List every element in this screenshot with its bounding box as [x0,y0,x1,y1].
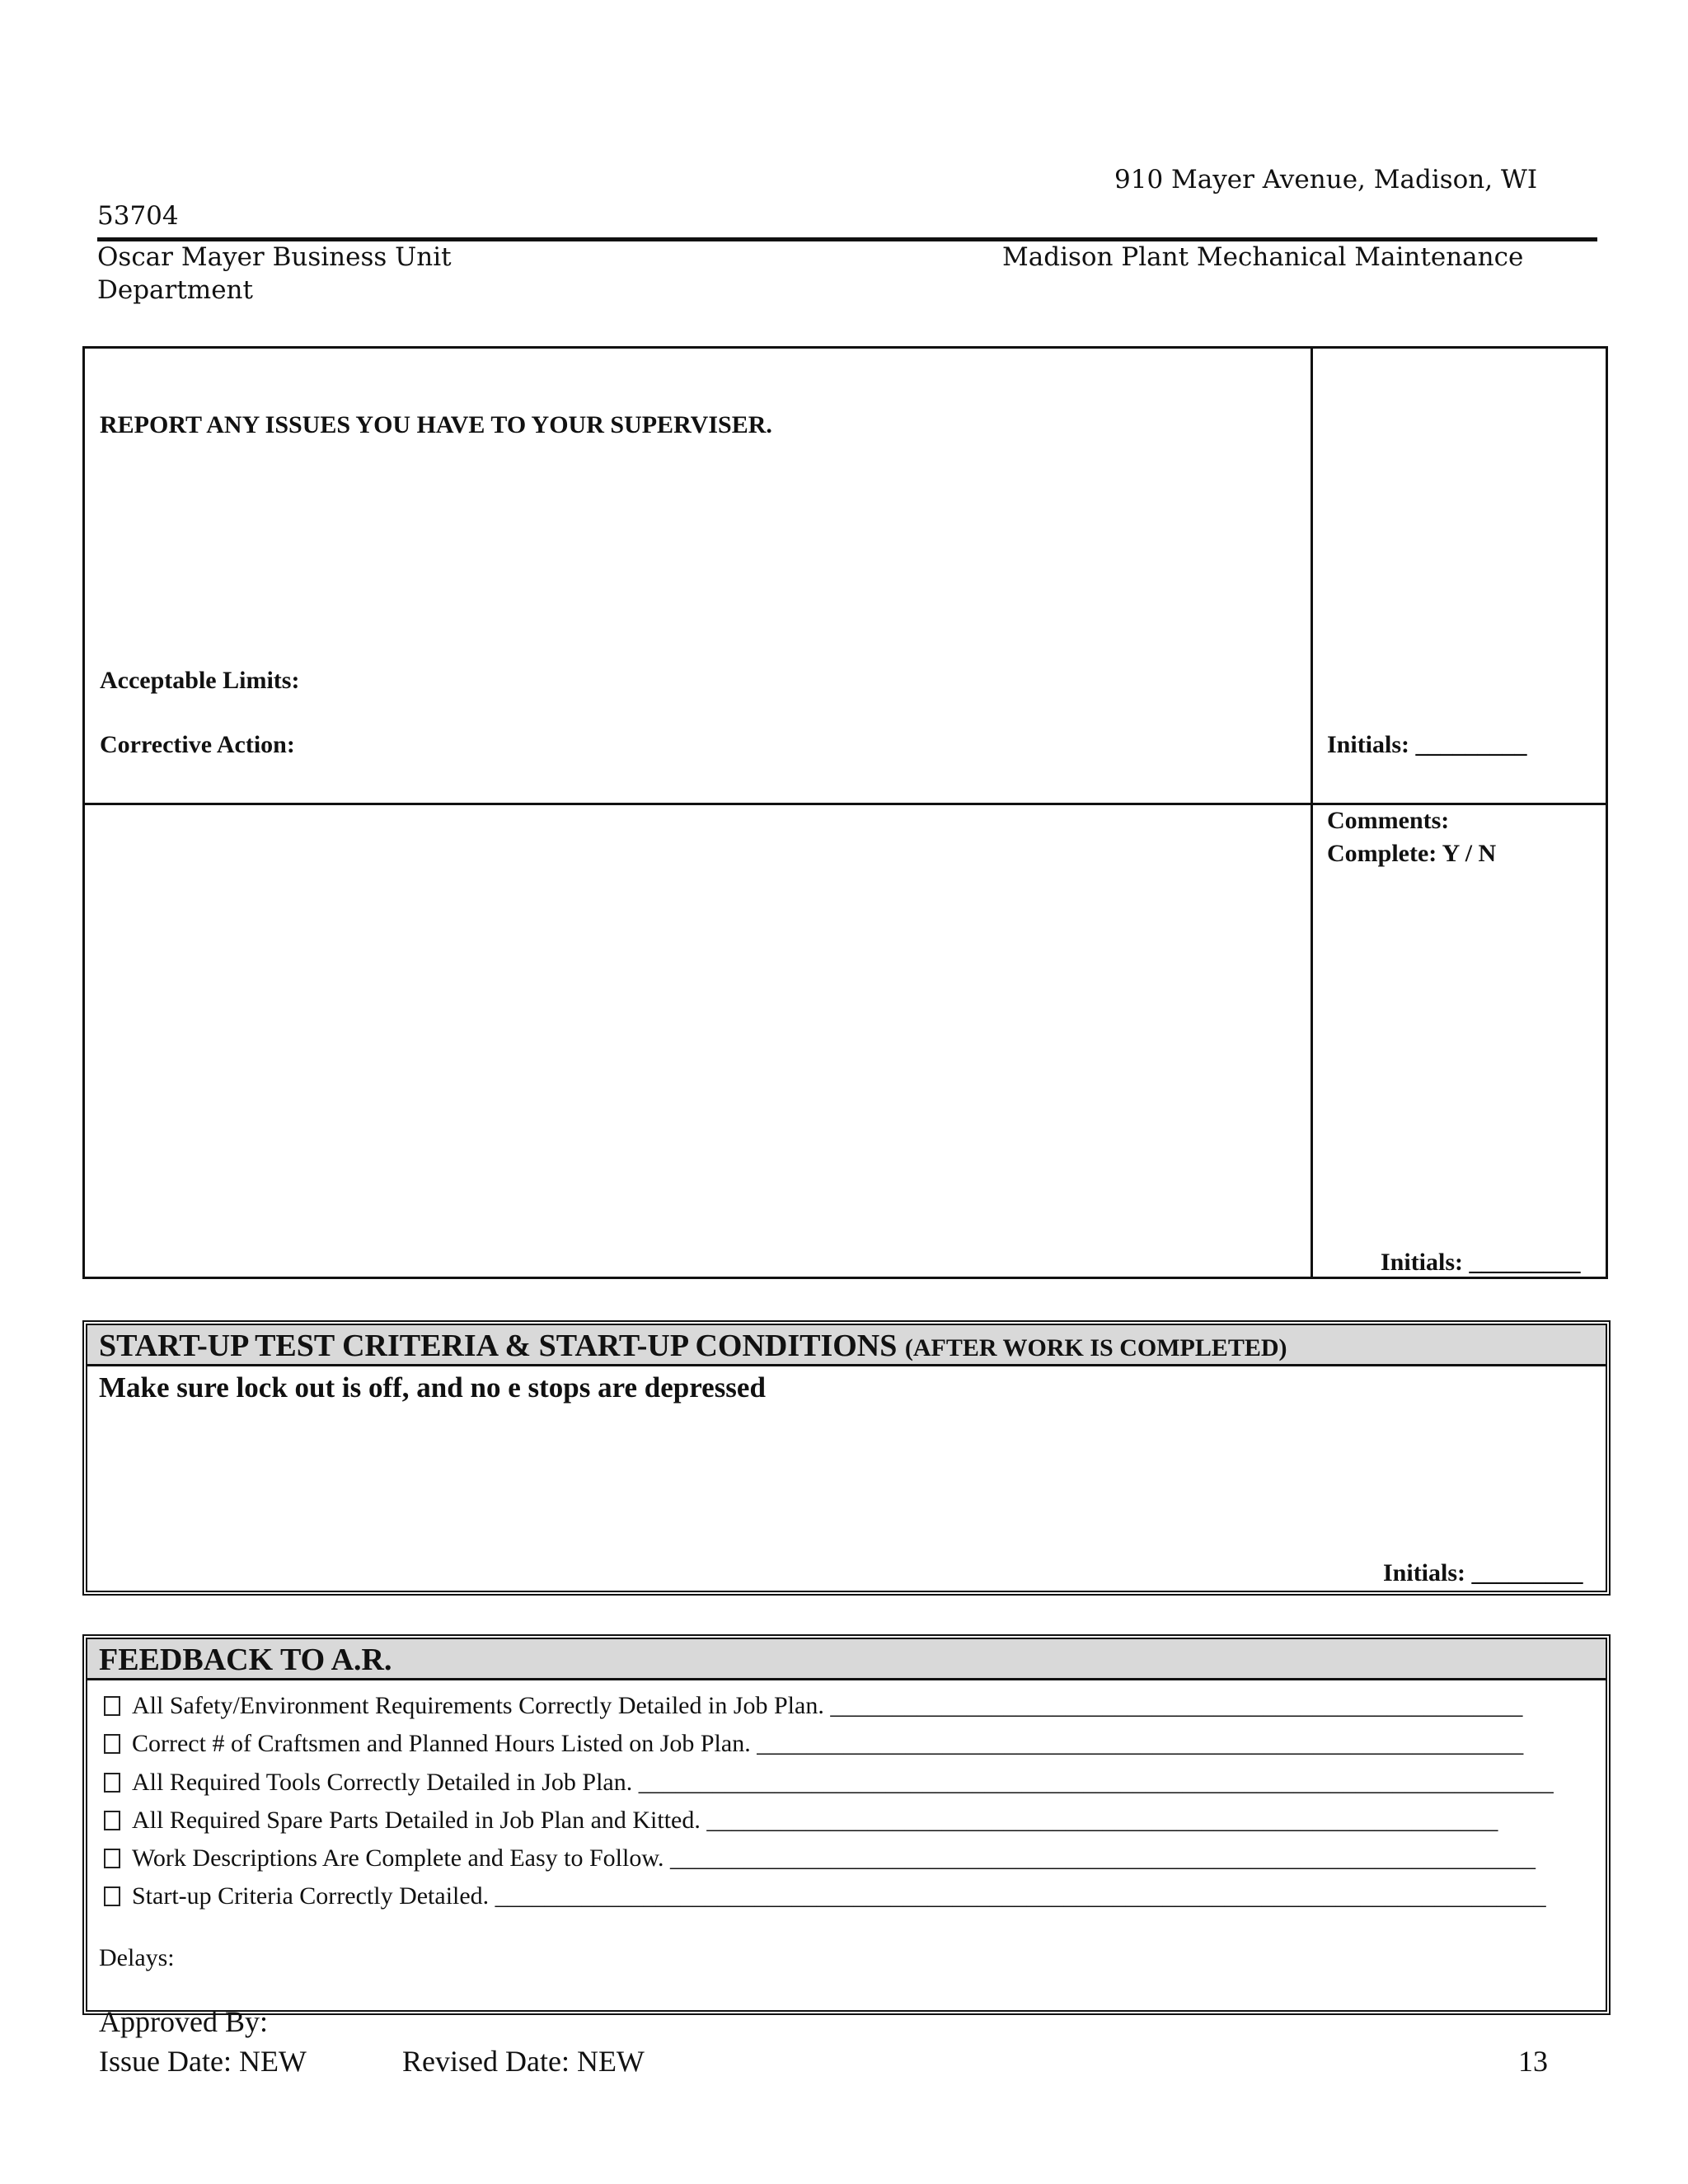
revised-date: Revised Date: NEW [402,2045,645,2078]
initials-field-top[interactable]: Initials: _________ [1327,731,1527,758]
corrective-action-label: Corrective Action: [100,731,295,758]
work-table [82,346,1608,1279]
checkbox-icon[interactable] [104,1849,120,1868]
initials-field-bottom[interactable]: Initials: _________ [1381,1249,1581,1276]
approved-by: Approved By: [99,2005,268,2038]
issue-date: Issue Date: NEW [99,2045,307,2078]
startup-criteria-box [82,1320,1611,1596]
zip-code: 53704 [97,201,179,231]
startup-body: Make sure lock out is off, and no e stops are depressed [99,1371,766,1404]
feedback-heading: FEEDBACK TO A.R. [87,1639,1606,1680]
feedback-item[interactable]: All Required Tools Correctly Detailed in Job Plan. __________________________________________________________________________ [104,1769,1554,1797]
comments-label: Comments: [1327,807,1450,834]
row-divider [85,803,1606,805]
column-divider [1311,349,1313,1277]
startup-initials[interactable]: Initials: _________ [1383,1559,1583,1586]
startup-heading [87,1325,1606,1366]
department-name: Madison Plant Mechanical Maintenance [1002,242,1524,272]
feedback-box [82,1634,1611,2015]
department-label: Department [97,275,253,305]
feedback-item[interactable]: Correct # of Craftsmen and Planned Hours Listed on Job Plan. ______________________________________________________________ [104,1730,1523,1758]
checkbox-icon[interactable] [104,1886,120,1906]
acceptable-limits-label: Acceptable Limits: [100,667,300,694]
page-number: 13 [1518,2045,1548,2078]
instruction-text: REPORT ANY ISSUES YOU HAVE TO YOUR SUPERVISER. [100,411,772,438]
checkbox-icon[interactable] [104,1734,120,1754]
startup-heading-note: (AFTER WORK IS COMPLETED) [904,1334,1287,1361]
complete-label[interactable]: Complete: Y / N [1327,840,1497,867]
business-unit: Oscar Mayer Business Unit [97,242,452,272]
header-rule [97,237,1597,241]
feedback-item[interactable]: All Required Spare Parts Detailed in Job Plan and Kitted. ________________________________________________________________ [104,1807,1498,1835]
delays-label: Delays: [99,1944,175,1971]
startup-heading-text: START-UP TEST CRITERIA & START-UP CONDITIONS [99,1329,898,1363]
feedback-item[interactable]: Start-up Criteria Correctly Detailed. _____________________________________________________________________________________ [104,1882,1546,1910]
checkbox-icon[interactable] [104,1696,120,1716]
checkbox-icon[interactable] [104,1811,120,1830]
address-line: 910 Mayer Avenue, Madison, WI [1114,165,1538,194]
feedback-item[interactable]: Work Descriptions Are Complete and Easy to Follow. ______________________________________________________________________ [104,1844,1536,1872]
feedback-item[interactable]: All Safety/Environment Requirements Correctly Detailed in Job Plan. ________________________________________________________ [104,1692,1522,1720]
checkbox-icon[interactable] [104,1773,120,1793]
